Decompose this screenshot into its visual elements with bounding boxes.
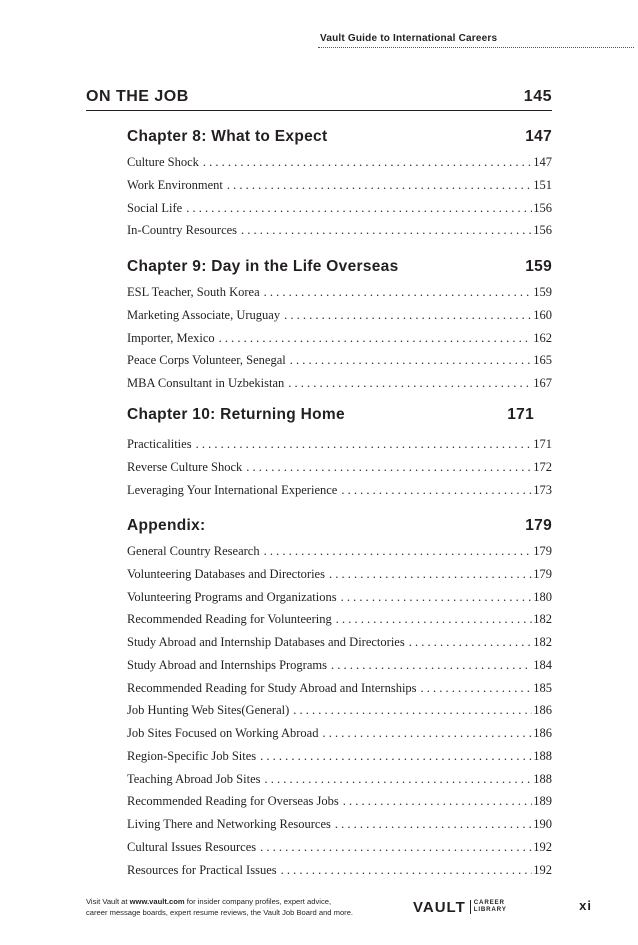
chapter-heading xyxy=(127,258,552,282)
toc-dot-leader xyxy=(409,634,533,651)
chapter-title: Chapter 10: Returning Home xyxy=(127,406,345,423)
toc-list-chapter-8 xyxy=(127,154,552,245)
toc-entry[interactable] xyxy=(127,352,552,375)
toc-entry-label: Leveraging Your International Experience xyxy=(127,482,338,497)
toc-dot-leader xyxy=(331,657,532,674)
logo-sub-career: CAREER xyxy=(473,899,505,907)
toc-entry-label: MBA Consultant in Uzbekistan xyxy=(127,376,285,390)
toc-entry-page: 159 xyxy=(533,285,552,299)
toc-entry-label: Culture Shock xyxy=(127,155,199,169)
toc-entry-page: 179 xyxy=(533,544,552,558)
toc-entry[interactable] xyxy=(127,862,552,885)
section-title: ON THE JOB xyxy=(86,88,189,105)
toc-entry[interactable] xyxy=(127,589,552,612)
section-rule xyxy=(86,110,552,111)
toc-dot-leader xyxy=(336,611,533,628)
toc-entry[interactable] xyxy=(127,816,552,839)
toc-entry[interactable] xyxy=(127,375,552,398)
vault-career-library-logo xyxy=(413,897,507,917)
toc-entry[interactable] xyxy=(127,177,552,200)
toc-dot-leader xyxy=(260,839,532,856)
toc-entry-page: 182 xyxy=(533,635,552,649)
toc-entry-page: 160 xyxy=(533,307,552,322)
toc-entry[interactable] xyxy=(127,634,552,657)
toc-entry[interactable] xyxy=(127,611,552,634)
toc-dot-leader xyxy=(264,771,532,788)
toc-entry-label: Recommended Reading for Overseas Jobs xyxy=(127,794,339,809)
toc-dot-leader xyxy=(203,154,532,171)
toc-entry-page: 179 xyxy=(533,566,552,581)
toc-entry-label: Practicalities xyxy=(127,437,192,451)
toc-entry[interactable] xyxy=(127,839,552,862)
running-header-title: Vault Guide to International Careers xyxy=(320,33,498,44)
toc-dot-leader xyxy=(293,702,532,719)
toc-entry[interactable] xyxy=(127,307,552,330)
chapter-page-number: 171 xyxy=(507,406,534,423)
toc-entry-page: 186 xyxy=(533,726,552,740)
toc-entry-page: 167 xyxy=(533,376,552,390)
toc-entry[interactable] xyxy=(127,657,552,680)
toc-entry-label: ESL Teacher, South Korea xyxy=(127,285,260,299)
toc-dot-leader xyxy=(341,589,533,606)
toc-entry-page: 192 xyxy=(533,862,552,877)
toc-entry[interactable] xyxy=(127,222,552,245)
toc-entry-page: 173 xyxy=(533,482,552,497)
toc-dot-leader xyxy=(322,725,532,742)
toc-dot-leader xyxy=(186,200,532,217)
toc-list-appendix xyxy=(127,543,552,884)
toc-entry[interactable] xyxy=(127,793,552,816)
chapter-title: Chapter 8: What to Expect xyxy=(127,128,328,145)
toc-entry-page: 190 xyxy=(533,817,552,831)
logo-sub-library: LIBRARY xyxy=(473,906,507,913)
toc-entry-label: Cultural Issues Resources xyxy=(127,839,257,854)
toc-entry-page: 180 xyxy=(533,589,552,604)
toc-dot-leader xyxy=(260,748,532,765)
toc-entry[interactable] xyxy=(127,566,552,589)
toc-dot-leader xyxy=(264,284,533,301)
toc-entry-page: 188 xyxy=(533,748,552,763)
toc-entry-page: 165 xyxy=(533,353,552,368)
toc-dot-leader xyxy=(241,222,532,239)
toc-entry-label: Reverse Culture Shock xyxy=(127,459,243,474)
footer-promo-text xyxy=(86,897,386,918)
footer-line-1 xyxy=(86,897,386,908)
toc-dot-leader xyxy=(219,330,533,347)
toc-entry-page: 185 xyxy=(533,680,552,695)
toc-entry-page: 156 xyxy=(533,223,552,238)
toc-entry-label: Study Abroad and Internship Databases and Directories xyxy=(127,635,405,649)
chapter-heading xyxy=(127,128,552,152)
toc-entry-label: Job Hunting Web Sites(General) xyxy=(127,703,290,718)
toc-entry[interactable] xyxy=(127,725,552,748)
toc-dot-leader xyxy=(343,793,533,810)
footer-line-2: career message boards, expert resume reviews, the Vault Job Board and more. xyxy=(86,907,354,917)
toc-entry-label: Work Environment xyxy=(127,177,223,192)
toc-dot-leader xyxy=(196,436,533,453)
toc-dot-leader xyxy=(341,482,532,499)
toc-entry-label: Volunteering Databases and Directories xyxy=(127,566,325,581)
toc-entry-page: 162 xyxy=(533,330,552,345)
chapter-page-number: 147 xyxy=(525,128,552,145)
toc-entry-label: Living There and Networking Resources xyxy=(127,817,331,831)
toc-dot-leader xyxy=(284,307,532,324)
toc-entry[interactable] xyxy=(127,543,552,566)
toc-entry[interactable] xyxy=(127,680,552,703)
toc-entry-label: Region-Specific Job Sites xyxy=(127,748,257,763)
toc-entry-page: 189 xyxy=(533,794,552,809)
toc-entry-label: Recommended Reading for Volunteering xyxy=(127,612,332,627)
toc-entry-label: Teaching Abroad Job Sites xyxy=(127,771,261,786)
toc-entry[interactable] xyxy=(127,154,552,177)
chapter-page-number: 179 xyxy=(525,517,552,534)
chapter-heading xyxy=(127,406,552,430)
toc-dot-leader xyxy=(329,566,532,583)
toc-entry-label: In-Country Resources xyxy=(127,223,238,238)
toc-list-chapter-9 xyxy=(127,284,552,398)
toc-entry[interactable] xyxy=(127,200,552,223)
appendix-heading xyxy=(127,517,552,541)
toc-entry-label: Peace Corps Volunteer, Senegal xyxy=(127,353,286,368)
toc-dot-leader xyxy=(421,680,533,697)
toc-entry-page: 156 xyxy=(533,200,552,215)
toc-entry-page: 147 xyxy=(533,155,552,169)
footer-suffix: for insider company profiles, expert advice, xyxy=(184,897,332,906)
toc-entry-page: 182 xyxy=(533,612,552,627)
toc-dot-leader xyxy=(288,375,532,392)
footer-prefix: Visit Vault at xyxy=(86,897,130,906)
toc-entry-label: General Country Research xyxy=(127,544,260,558)
page-number: xi xyxy=(579,898,592,913)
toc-entry-label: Study Abroad and Internships Programs xyxy=(127,657,327,672)
toc-dot-leader xyxy=(335,816,532,833)
toc-entry[interactable] xyxy=(127,771,552,794)
chapter-title: Appendix: xyxy=(127,517,206,534)
section-page-number: 145 xyxy=(523,88,552,105)
toc-entry-label: Importer, Mexico xyxy=(127,330,215,345)
toc-entry-label: Volunteering Programs and Organizations xyxy=(127,589,337,604)
header-dotted-rule xyxy=(318,47,634,48)
chapter-title: Chapter 9: Day in the Life Overseas xyxy=(127,258,399,275)
toc-entry-label: Resources for Practical Issues xyxy=(127,862,277,877)
toc-entry[interactable] xyxy=(127,459,552,482)
toc-entry[interactable] xyxy=(127,702,552,725)
toc-entry-page: 151 xyxy=(533,177,552,192)
toc-entry-label: Social Life xyxy=(127,200,183,215)
toc-entry[interactable] xyxy=(127,330,552,353)
chapter-page-number: 159 xyxy=(525,258,552,275)
toc-dot-leader xyxy=(281,862,533,879)
toc-dot-leader xyxy=(227,177,532,194)
toc-entry-page: 172 xyxy=(533,459,552,474)
toc-entry-page: 184 xyxy=(533,657,552,672)
toc-entry[interactable] xyxy=(127,284,552,307)
toc-entry-page: 186 xyxy=(533,703,552,718)
toc-entry-label: Job Sites Focused on Working Abroad xyxy=(127,726,319,740)
toc-entry-page: 188 xyxy=(533,771,552,786)
toc-entry-page: 192 xyxy=(533,839,552,854)
toc-entry-page: 171 xyxy=(533,437,552,451)
footer-url[interactable]: www.vault.com xyxy=(129,897,185,906)
logo-subtitle xyxy=(470,900,507,914)
toc-entry[interactable] xyxy=(127,436,552,459)
toc-entry-label: Marketing Associate, Uruguay xyxy=(127,307,281,322)
toc-entry-label: Recommended Reading for Study Abroad and Internships xyxy=(127,680,417,695)
toc-dot-leader xyxy=(290,352,533,369)
toc-dot-leader xyxy=(246,459,532,476)
toc-dot-leader xyxy=(264,543,533,560)
toc-list-chapter-10 xyxy=(127,436,552,504)
logo-wordmark: VAULT xyxy=(413,898,466,916)
section-heading xyxy=(86,88,552,112)
toc-entry[interactable] xyxy=(127,482,552,505)
toc-entry[interactable] xyxy=(127,748,552,771)
